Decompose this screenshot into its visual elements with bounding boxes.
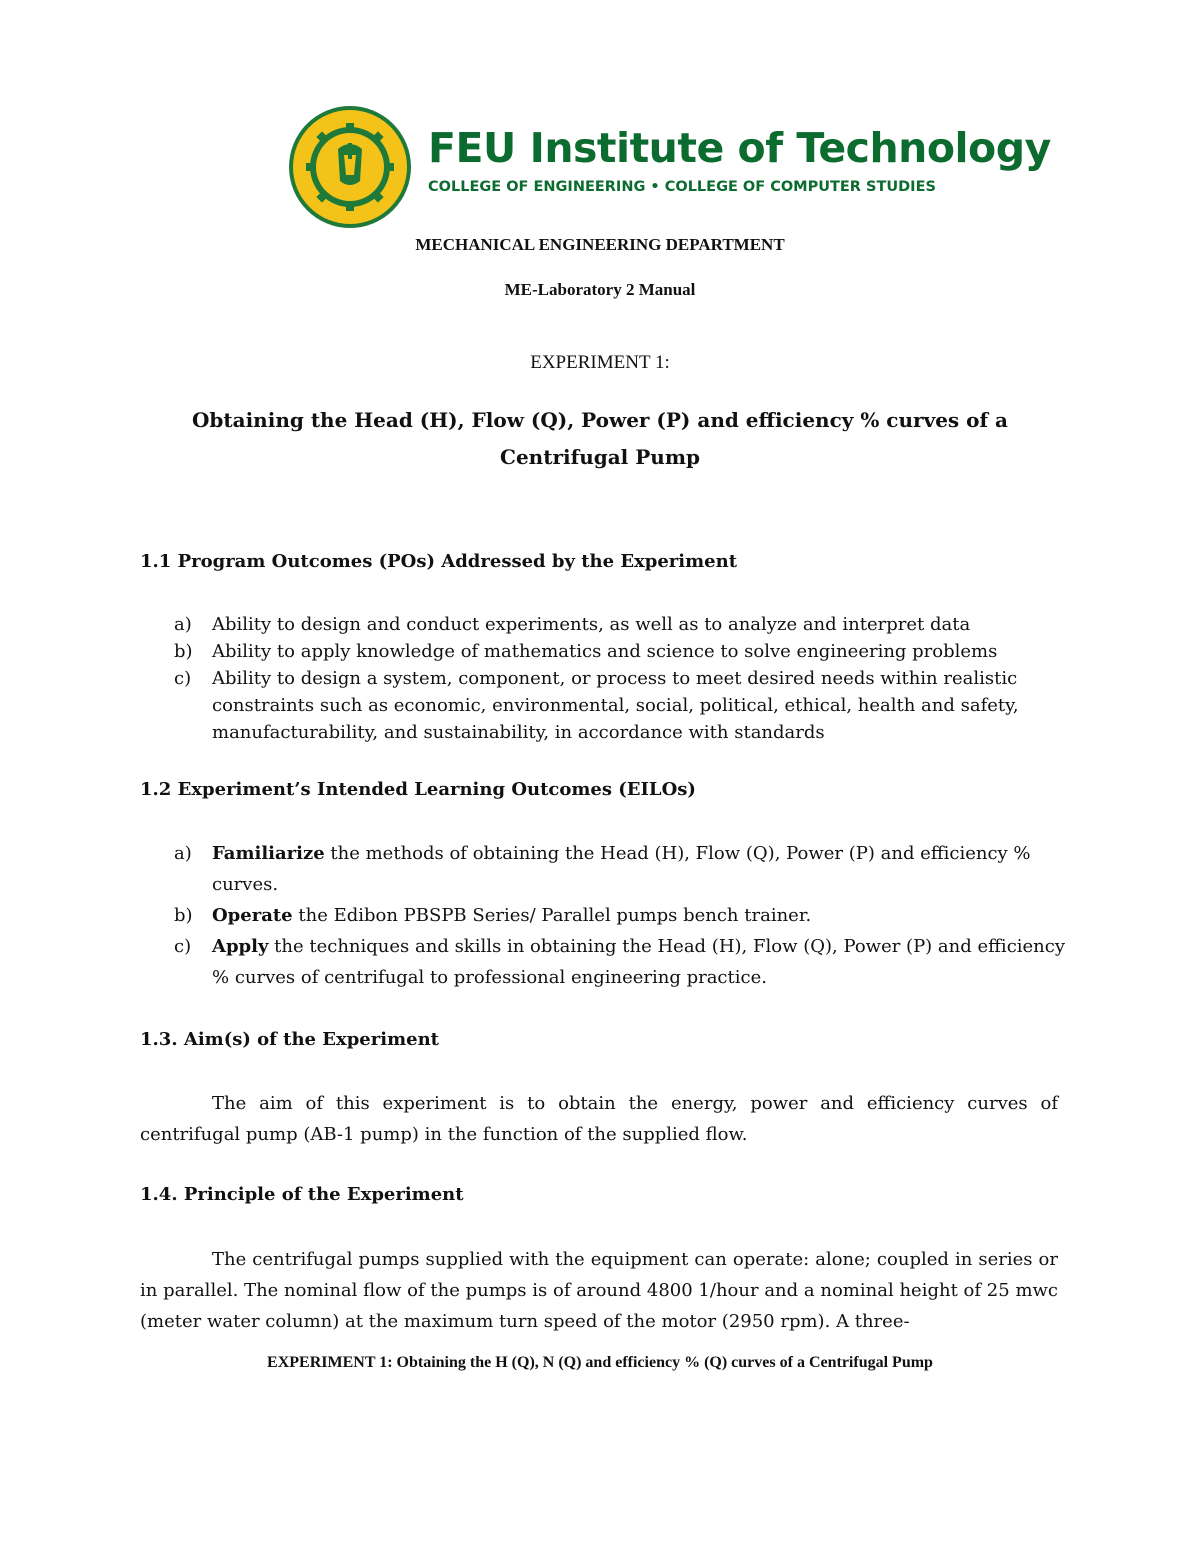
experiment-title xyxy=(0,402,1200,476)
manual-title: ME-Laboratory 2 Manual xyxy=(504,280,696,299)
page-footer: EXPERIMENT 1: Obtaining the H (Q), N (Q) and efficiency % (Q) curves of a Centrifugal Pump xyxy=(267,1354,933,1371)
principle-paragraph: The centrifugal pumps supplied with the equipment can operate: alone; coupled in series or in parallel. The nominal flow of the pumps is of around 4800 1/hour and a nominal height of 25 mwc (meter water column) at the maximum turn speed of the motor (2950 rpm). A three- xyxy=(140,1249,1058,1332)
section-heading-principle: 1.4. Principle of the Experiment xyxy=(140,1184,464,1205)
experiment-title-line-2: Centrifugal Pump xyxy=(500,445,700,469)
section-heading-aim: 1.3. Aim(s) of the Experiment xyxy=(140,1029,439,1050)
pos-list xyxy=(174,611,1074,746)
section-heading-eilos: 1.2 Experiment’s Intended Learning Outcomes (EILOs) xyxy=(140,779,696,800)
experiment-label: EXPERIMENT 1: xyxy=(530,352,670,373)
aim-paragraph: The aim of this experiment is to obtain the energy, power and efficiency curves of centrifugal pump (AB-1 pump) in the function of the supplied flow. xyxy=(140,1093,1058,1145)
section-heading-pos: 1.1 Program Outcomes (POs) Addressed by the Experiment xyxy=(140,551,738,572)
department-title: MECHANICAL ENGINEERING DEPARTMENT xyxy=(415,235,785,254)
list-item: a) Ability to design and conduct experiments, as well as to analyze and interpret data xyxy=(174,614,971,635)
eilos-list xyxy=(174,838,1074,993)
feu-seal-logo xyxy=(288,105,412,229)
list-item: c) Ability to design a system, component, or process to meet desired needs within realistic constraints such as economic, environmental, social, political, ethical, health and safety, manufacturability, and sustainability, in accordance with standards xyxy=(174,668,1019,743)
college-names: COLLEGE OF ENGINEERING • COLLEGE OF COMPUTER STUDIES xyxy=(428,179,936,195)
list-item: b) Operate the Edibon PBSPB Series/ Parallel pumps bench trainer. xyxy=(174,905,812,926)
list-item: a) Familiarize the methods of obtaining the Head (H), Flow (Q), Power (P) and efficiency % curves. xyxy=(174,843,1031,895)
experiment-title-line-1: Obtaining the Head (H), Flow (Q), Power (P) and efficiency % curves of a xyxy=(191,408,1008,432)
institution-name: FEU Institute of Technology xyxy=(428,124,1051,172)
list-item: c) Apply the techniques and skills in obtaining the Head (H), Flow (Q), Power (P) and efficiency % curves of centrifugal to professional engineering practice. xyxy=(174,936,1066,988)
list-item: b) Ability to apply knowledge of mathematics and science to solve engineering problems xyxy=(174,641,998,662)
institution-brand xyxy=(428,124,1051,195)
